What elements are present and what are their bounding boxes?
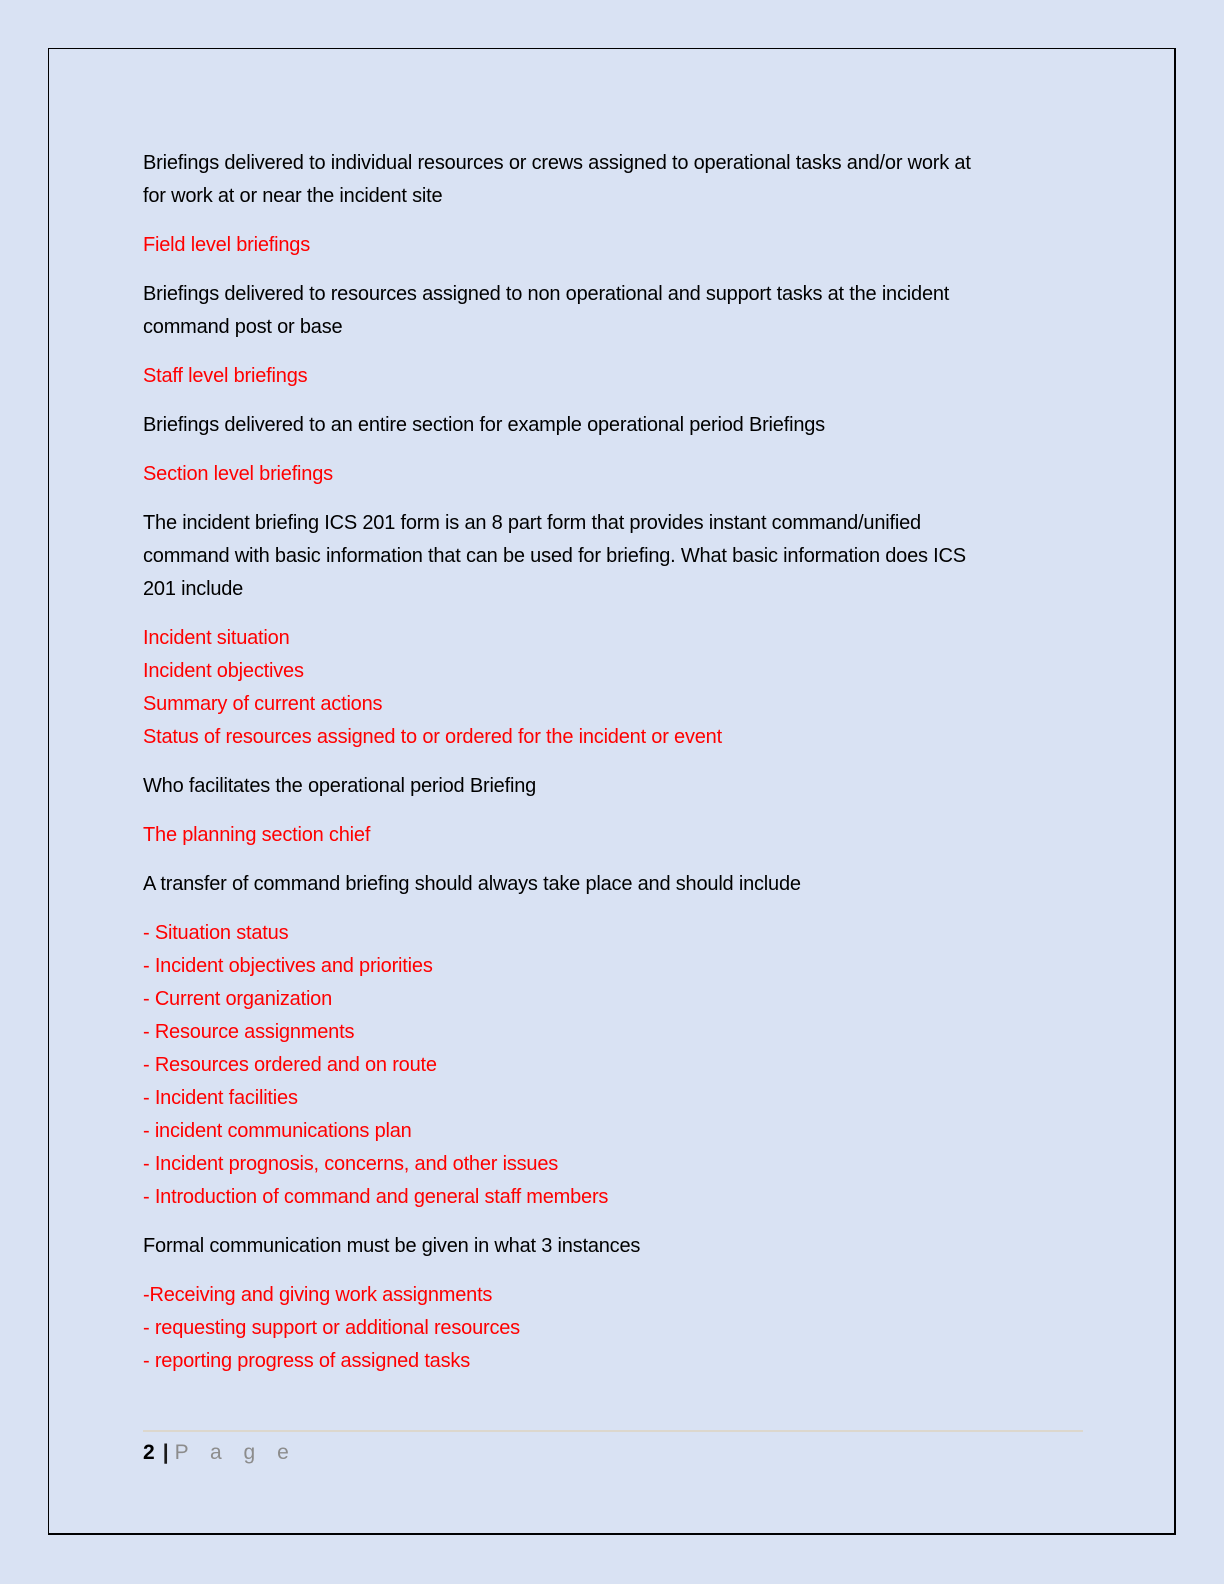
text-line: - requesting support or additional resources (143, 1317, 520, 1339)
text-line: Briefings delivered to individual resources or crews assigned to operational tasks and/or work at (143, 152, 971, 174)
answer-paragraph (143, 819, 1129, 852)
text-line: Section level briefings (143, 463, 333, 485)
text-line: for work at or near the incident site (143, 185, 443, 207)
question-paragraph (143, 868, 1129, 901)
footer-page-label: P a g e (174, 1441, 297, 1464)
text-line: command post or base (143, 316, 343, 338)
text-line: 201 include (143, 578, 244, 600)
answer-paragraph (143, 458, 1129, 491)
document-page-frame (48, 48, 1176, 1535)
footer-page-number: 2 (143, 1441, 155, 1464)
answer-paragraph (143, 1279, 1129, 1378)
question-paragraph (143, 770, 1129, 803)
answer-paragraph (143, 917, 1129, 1214)
text-line: - Current organization (143, 988, 333, 1010)
text-line: command with basic information that can be used for briefing. What basic information does ICS (143, 545, 966, 567)
text-line: A transfer of command briefing should always take place and should include (143, 873, 801, 895)
text-line: Summary of current actions (143, 693, 383, 715)
question-paragraph (143, 147, 1129, 213)
text-line: Formal communication must be given in what 3 instances (143, 1235, 641, 1257)
text-line: Briefings delivered to an entire section for example operational period Briefings (143, 414, 825, 436)
text-line: - Resource assignments (143, 1021, 355, 1043)
question-paragraph (143, 278, 1129, 344)
text-line: - Incident facilities (143, 1087, 298, 1109)
text-line: Field level briefings (143, 234, 310, 256)
text-line: Incident objectives (143, 660, 304, 682)
document-body (49, 49, 1174, 1378)
text-line: The incident briefing ICS 201 form is an 8 part form that provides instant command/unified (143, 512, 921, 534)
answer-paragraph (143, 360, 1129, 393)
page-footer (143, 1430, 1083, 1468)
text-line: -Receiving and giving work assignments (143, 1284, 493, 1306)
text-line: - Incident prognosis, concerns, and other issues (143, 1153, 559, 1175)
text-line: Briefings delivered to resources assigned to non operational and support tasks at the incident (143, 283, 950, 305)
footer-text (143, 1438, 1083, 1468)
text-line: Incident situation (143, 627, 290, 649)
footer-separator: | (162, 1441, 169, 1464)
text-line: - reporting progress of assigned tasks (143, 1350, 471, 1372)
answer-paragraph (143, 622, 1129, 754)
question-paragraph (143, 1230, 1129, 1263)
text-line: - Situation status (143, 922, 289, 944)
text-line: - Introduction of command and general staff members (143, 1186, 609, 1208)
question-paragraph (143, 507, 1129, 606)
answer-paragraph (143, 229, 1129, 262)
question-paragraph (143, 409, 1129, 442)
text-line: Staff level briefings (143, 365, 308, 387)
text-line: - incident communications plan (143, 1120, 412, 1142)
text-line: - Resources ordered and on route (143, 1054, 437, 1076)
text-line: The planning section chief (143, 824, 371, 846)
text-line: - Incident objectives and priorities (143, 955, 433, 977)
text-line: Status of resources assigned to or ordered for the incident or event (143, 726, 722, 748)
text-line: Who facilitates the operational period Briefing (143, 775, 537, 797)
